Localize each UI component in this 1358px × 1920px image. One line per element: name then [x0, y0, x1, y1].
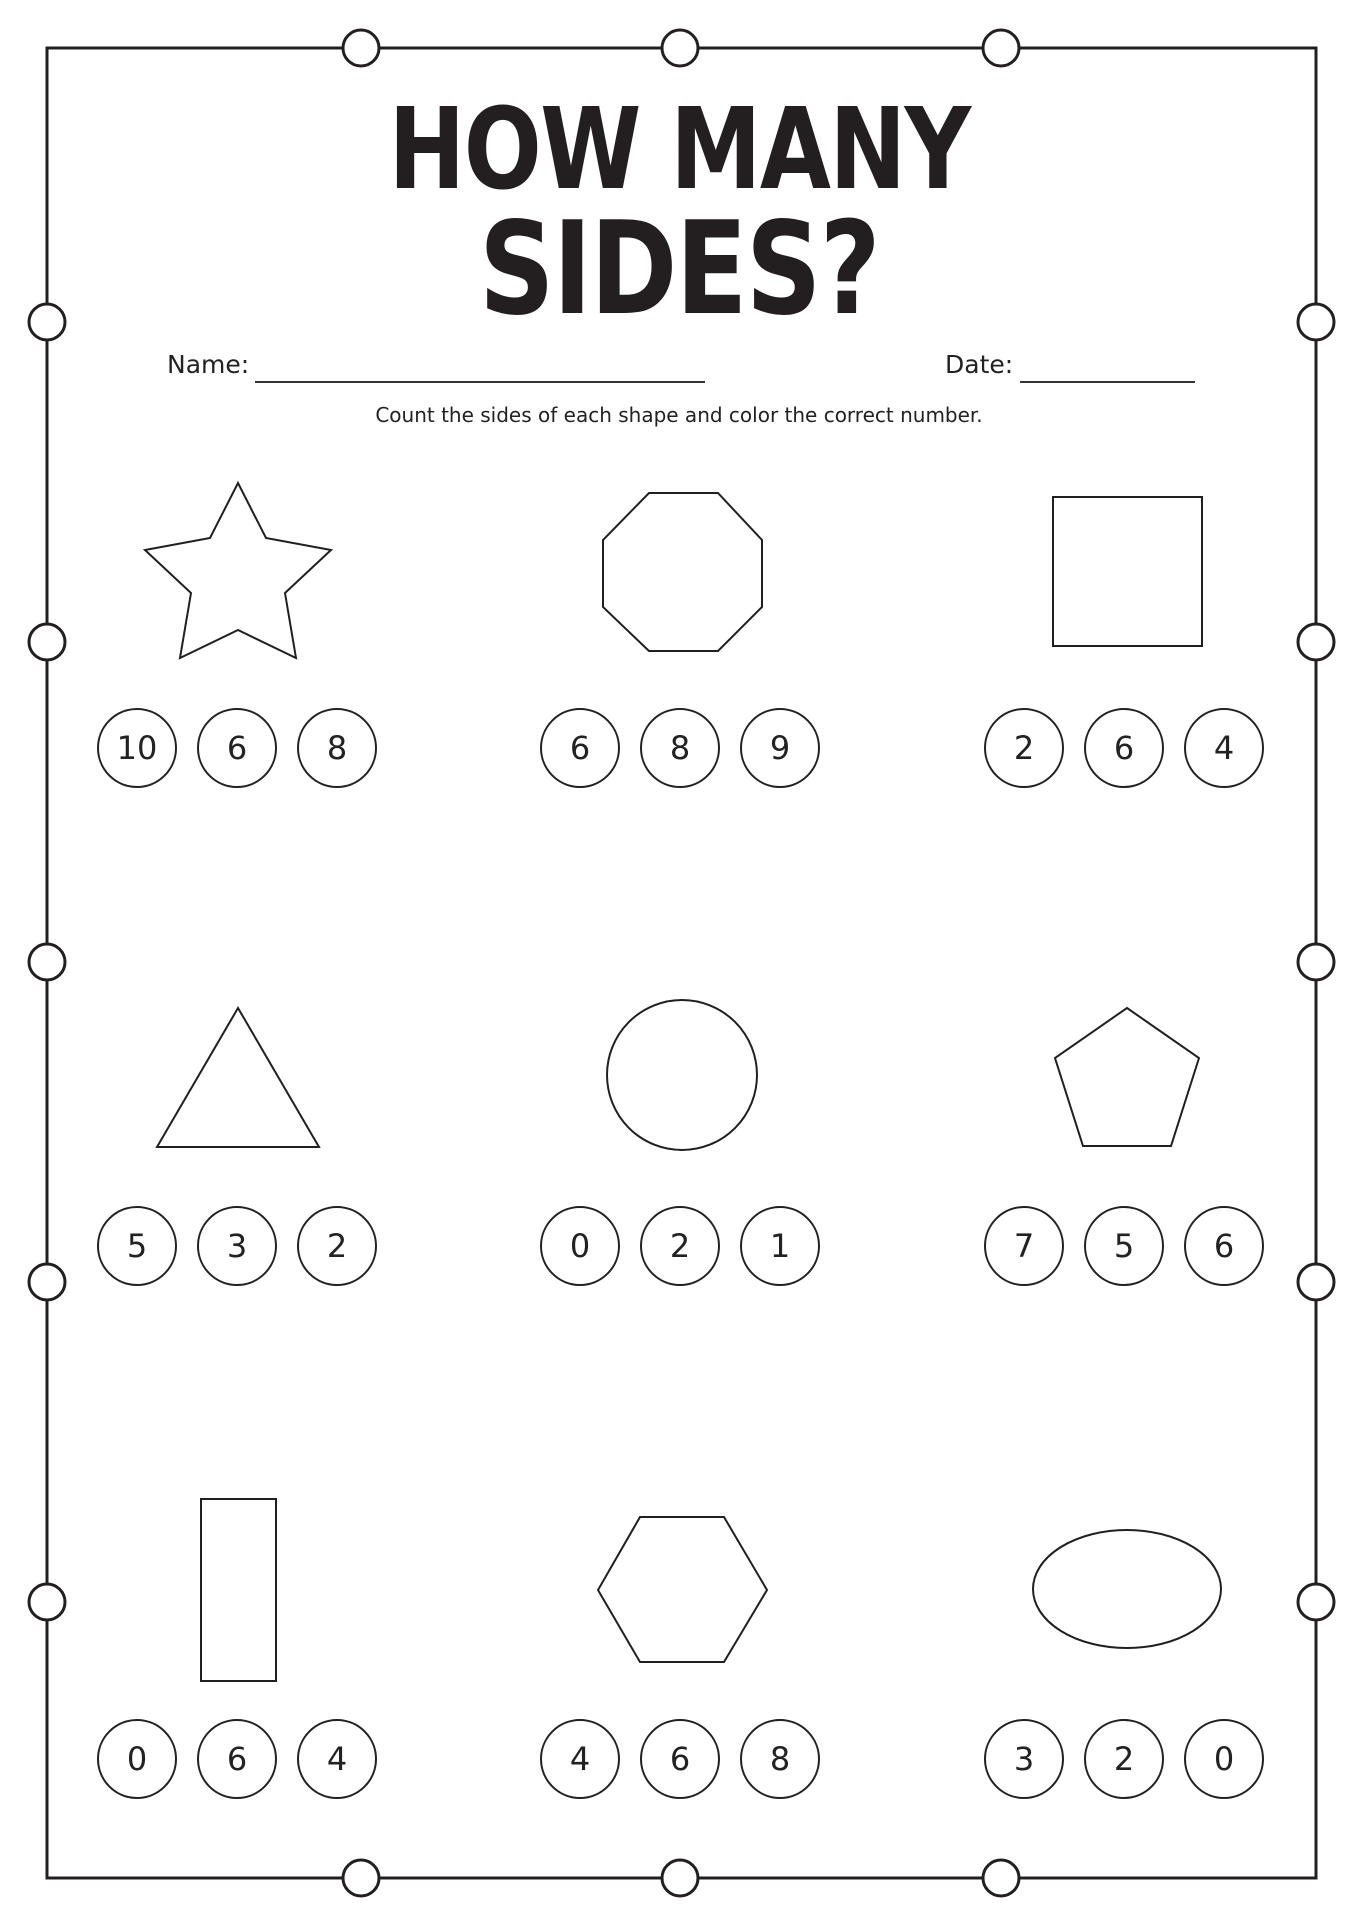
octagon-shape	[603, 493, 762, 651]
binder-hole	[1298, 1584, 1334, 1620]
binder-hole	[343, 1860, 379, 1896]
option-circle[interactable]: 0	[97, 1719, 177, 1799]
star-shape	[145, 483, 331, 658]
name-label: Name:	[167, 350, 250, 379]
option-circle[interactable]: 4	[540, 1719, 620, 1799]
binder-hole	[29, 1264, 65, 1300]
option-circle[interactable]: 7	[984, 1206, 1064, 1286]
option-circle[interactable]: 9	[740, 708, 820, 788]
option-circle[interactable]: 6	[640, 1719, 720, 1799]
oval-shape	[1033, 1530, 1221, 1648]
circle-shape	[607, 1000, 757, 1150]
option-circle[interactable]: 8	[297, 708, 377, 788]
shapes	[145, 483, 1221, 1681]
worksheet-title-line-1: HOW MANY	[388, 85, 970, 215]
option-circle[interactable]: 2	[984, 708, 1064, 788]
binder-hole	[983, 1860, 1019, 1896]
binder-hole	[29, 944, 65, 980]
worksheet-title-line-2: SIDES?	[478, 195, 880, 344]
option-circle[interactable]: 8	[740, 1719, 820, 1799]
name-field-line[interactable]	[255, 381, 705, 383]
option-circle[interactable]: 4	[1184, 708, 1264, 788]
option-circle[interactable]: 2	[297, 1206, 377, 1286]
binder-hole	[1298, 944, 1334, 980]
option-circle[interactable]: 4	[297, 1719, 377, 1799]
option-circle[interactable]: 0	[540, 1206, 620, 1286]
binder-hole	[343, 30, 379, 66]
pentagon-shape	[1055, 1008, 1199, 1146]
binder-hole	[1298, 304, 1334, 340]
binder-hole	[29, 304, 65, 340]
option-circle[interactable]: 6	[540, 708, 620, 788]
triangle-shape	[157, 1008, 319, 1147]
instructions-text: Count the sides of each shape and color the correct number.	[375, 403, 983, 427]
binder-hole	[983, 30, 1019, 66]
hexagon-shape	[598, 1517, 767, 1662]
option-circle[interactable]: 0	[1184, 1719, 1264, 1799]
binder-hole	[662, 1860, 698, 1896]
option-circle[interactable]: 2	[640, 1206, 720, 1286]
rectangle-shape	[201, 1499, 276, 1681]
option-circle[interactable]: 5	[97, 1206, 177, 1286]
option-circle[interactable]: 6	[197, 1719, 277, 1799]
option-circle[interactable]: 2	[1084, 1719, 1164, 1799]
option-circle[interactable]: 6	[1084, 708, 1164, 788]
binder-hole	[1298, 1264, 1334, 1300]
option-circle[interactable]: 8	[640, 708, 720, 788]
option-circle[interactable]: 3	[984, 1719, 1064, 1799]
option-circle[interactable]: 5	[1084, 1206, 1164, 1286]
binder-hole	[29, 1584, 65, 1620]
option-circle[interactable]: 1	[740, 1206, 820, 1286]
option-circle[interactable]: 10	[97, 708, 177, 788]
binder-hole	[662, 30, 698, 66]
square-shape	[1053, 497, 1202, 646]
option-circle[interactable]: 6	[197, 708, 277, 788]
option-circle[interactable]: 3	[197, 1206, 277, 1286]
option-circle[interactable]: 6	[1184, 1206, 1264, 1286]
binder-hole	[1298, 624, 1334, 660]
date-field-line[interactable]	[1020, 381, 1195, 383]
binder-hole	[29, 624, 65, 660]
date-label: Date:	[945, 350, 1014, 379]
